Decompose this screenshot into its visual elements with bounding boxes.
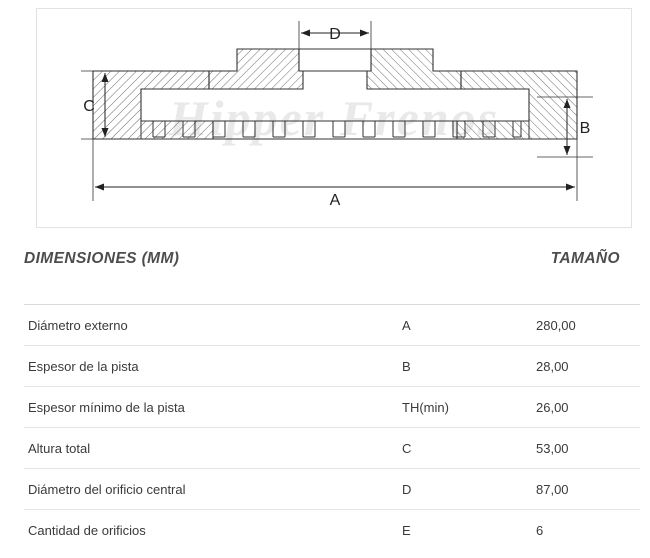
- row-label: Diámetro externo: [28, 317, 128, 333]
- row-label: Espesor mínimo de la pista: [28, 399, 185, 415]
- row-code: B: [402, 358, 411, 374]
- row-code: E: [402, 522, 411, 538]
- table-row: [24, 346, 640, 387]
- svg-text:D: D: [329, 26, 341, 43]
- brake-disc-drawing: [37, 9, 632, 225]
- technical-drawing-panel: [36, 8, 632, 228]
- row-label: Altura total: [28, 440, 91, 456]
- svg-text:B: B: [579, 120, 591, 137]
- table-row: [24, 387, 640, 428]
- brake-disc-spec-page: [0, 8, 650, 558]
- row-label: Espesor de la pista: [28, 358, 139, 374]
- svg-text:C: C: [83, 98, 95, 115]
- row-value: 280,00: [536, 317, 576, 333]
- row-code: D: [402, 481, 412, 497]
- row-value: 53,00: [536, 440, 569, 456]
- dimensions-heading: DIMENSIONES (MM): [24, 250, 180, 267]
- row-label: Diámetro del orificio central: [28, 481, 186, 497]
- row-value: 26,00: [536, 399, 569, 415]
- table-row: [24, 510, 640, 551]
- row-code: C: [402, 440, 412, 456]
- row-value: 6: [536, 522, 544, 538]
- table-row: [24, 469, 640, 510]
- table-headings: [24, 250, 632, 284]
- dimensions-table: [24, 304, 640, 550]
- row-value: 87,00: [536, 481, 569, 497]
- watermark-text: Hipper Frenos: [168, 90, 500, 146]
- row-value: 28,00: [536, 358, 569, 374]
- row-code: TH(min): [402, 399, 449, 415]
- svg-text:A: A: [329, 192, 341, 209]
- table-row: [24, 428, 640, 469]
- row-label: Cantidad de orificios: [28, 522, 146, 538]
- size-heading: TAMAÑO: [550, 250, 620, 267]
- row-code: A: [402, 317, 411, 333]
- table-row: [24, 305, 640, 346]
